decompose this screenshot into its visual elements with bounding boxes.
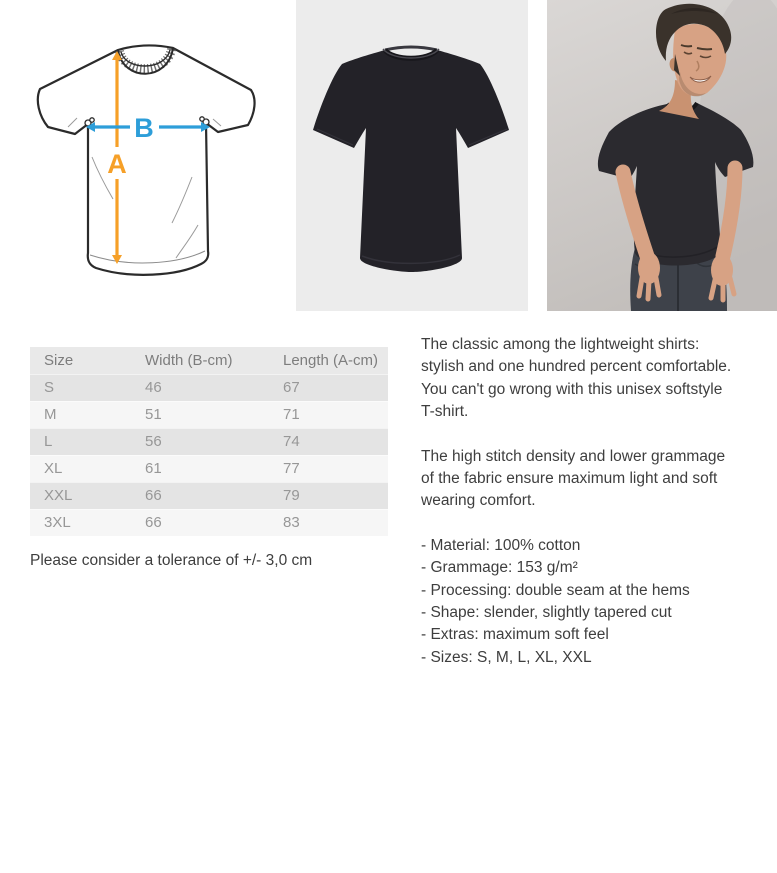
size-diagram-image — [20, 26, 272, 290]
tshirt-outline — [38, 45, 255, 274]
description-paragraph-1: The classic among the lightweight shirts: stylish and one hundred percent comfortable. You can't go wrong with this unisex softstyle T-shirt. — [421, 336, 732, 421]
cell-width: 66 — [131, 482, 269, 509]
col-width: Width (B-cm) — [131, 347, 269, 374]
cell-size: S — [30, 374, 131, 401]
model-illustration — [547, 0, 777, 311]
cell-width: 56 — [131, 428, 269, 455]
cell-size: M — [30, 401, 131, 428]
cell-width: 61 — [131, 455, 269, 482]
label-b: B — [134, 113, 154, 143]
black-tshirt-front-illustration — [296, 0, 528, 311]
col-size: Size — [30, 347, 131, 374]
table-row — [30, 401, 388, 428]
description-paragraph-2: The high stitch density and lower grammage of the fabric ensure maximum light and soft wearing comfort. — [421, 447, 726, 510]
col-length: Length (A-cm) — [269, 347, 388, 374]
size-table-header-row — [30, 347, 388, 374]
cell-length: 71 — [269, 401, 388, 428]
cell-size: L — [30, 428, 131, 455]
table-row — [30, 509, 388, 536]
bullet-sizes: - Sizes: S, M, L, XL, XXL — [421, 648, 592, 666]
label-a: A — [107, 149, 127, 179]
size-table — [30, 347, 388, 537]
tolerance-note: Please consider a tolerance of +/- 3,0 cm — [30, 552, 313, 569]
cell-length: 77 — [269, 455, 388, 482]
cell-length: 74 — [269, 428, 388, 455]
bullet-extras: - Extras: maximum soft feel — [421, 626, 609, 644]
table-row — [30, 428, 388, 455]
description-bullet-list — [421, 535, 771, 669]
cell-width: 66 — [131, 509, 269, 536]
cell-size: XL — [30, 455, 131, 482]
cell-length: 67 — [269, 374, 388, 401]
bullet-material: - Material: 100% cotton — [421, 536, 581, 554]
table-row — [30, 482, 388, 509]
model-photo-man-black-tshirt — [547, 0, 777, 311]
bullet-grammage: - Grammage: 153 g/m² — [421, 559, 578, 577]
cell-size: 3XL — [30, 509, 131, 536]
bullet-processing: - Processing: double seam at the hems — [421, 581, 690, 599]
cell-width: 46 — [131, 374, 269, 401]
cell-width: 51 — [131, 401, 269, 428]
cell-length: 79 — [269, 482, 388, 509]
bullet-shape: - Shape: slender, slightly tapered cut — [421, 604, 672, 622]
table-row — [30, 455, 388, 482]
cell-length: 83 — [269, 509, 388, 536]
cell-size: XXL — [30, 482, 131, 509]
table-row — [30, 374, 388, 401]
product-description — [421, 334, 771, 669]
tshirt-measurement-diagram — [20, 26, 272, 290]
product-photo-black-tshirt — [296, 0, 528, 311]
